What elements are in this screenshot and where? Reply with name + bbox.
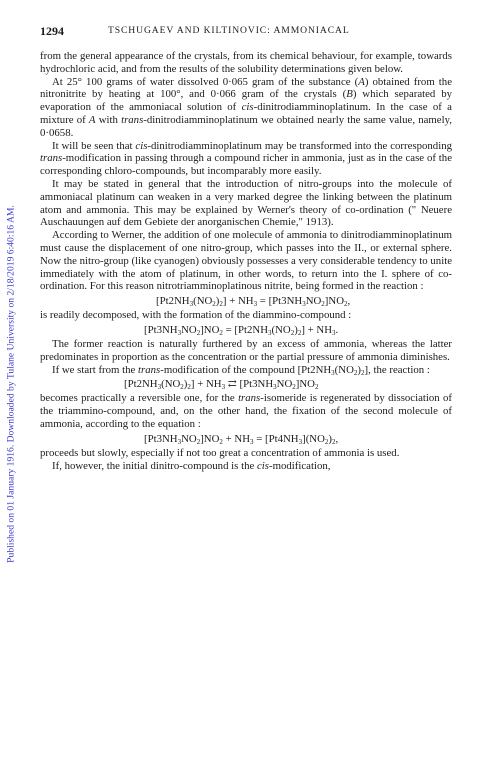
paragraph: from the general appearance of the crystals, from its chemical behaviour, for example, towards hydrochloric acid, and from the results of the solubility determinations given below. <box>40 50 452 75</box>
equation: $[Pt3NH_3NO_2]NO_2 = [Pt2NH_3(NO_2)_2] + NH_3$. <box>144 323 339 337</box>
equation: $[Pt3NH_3NO_2]NO_2 + NH_3 = [Pt4NH_3](NO_2)_2$, <box>144 432 339 446</box>
paragraph: It will be seen that cis-dinitrodiamminoplatinum may be transformed into the corresponding trans-modification in passing through a compound richer in ammonia, just as in the case of the corresponding chloro-compounds, but incomparably more easily. <box>40 139 452 178</box>
paragraph: becomes practically a reversible one, for the trans-isomeride is regenerated by dissociation of the triammino-compound, and, on the other hand, the fixation of the second molecule of ammonia, according to the equation : <box>40 392 452 430</box>
running-head: TSCHUGAEV AND KILTINOVIC: AMMONIACAL <box>108 25 350 36</box>
download-watermark-text: Published on 01 January 1916. Downloaded by Tulane University on 2/18/2019 6:40:16 AM. <box>5 205 17 563</box>
paragraph: If, however, the initial dinitro-compound is the cis-modification, <box>52 459 331 472</box>
page-header <box>40 24 452 42</box>
paragraph: The former reaction is naturally furthered by an excess of ammonia, whereas the latter predominates in proportion as the concentration or the partial pressure of ammonia diminishes. <box>40 337 452 363</box>
body-text <box>40 50 452 472</box>
paragraph: It may be stated in general that the introduction of nitro-groups into the molecule of ammoniacal platinum can weaken in a very marked degree the linking between the platinum atom and ammonia. This may be explained by Werner's theory of co-ordination (" Neuere Auschauungen auf dem Gebiete der anorganischen Chemie," 1913). <box>40 177 452 229</box>
paragraph: According to Werner, the addition of one molecule of ammonia to dinitrodiamminoplatinum must cause the displacement of one nitro-group, which passes into the II., or external sphere. Now the nitro-group (like cyanogen) obviously possesses a very considerable tendency to unite immediately with the atom of platinum, in other words, to return into the I. sphere of co-ordination. For this reason nitrotriamminoplatinous nitrite, being formed in the reaction : <box>40 229 452 293</box>
paragraph: proceeds but slowly, especially if not too great a concentration of ammonia is used. <box>40 446 400 459</box>
paragraph: If we start from the trans-modification of the compound $[Pt2NH_3(NO_2)_2]$, the reaction : <box>52 363 430 377</box>
download-watermark <box>0 0 20 769</box>
journal-page <box>40 24 452 472</box>
page-number: 1294 <box>40 24 64 38</box>
equation: $[Pt2NH_3(NO_2)_2] + NH_3$ ⇄ $[Pt3NH_3NO_2]NO_2$ <box>124 378 319 392</box>
paragraph: is readily decomposed, with the formation of the diammino-compound : <box>40 309 352 322</box>
paragraph: At 25° 100 grams of water dissolved 0·065 gram of the substance (A) obtained from the nitronitrite by heating at 100°, and 0·066 gram of the crystals (B) which separated by evaporation of the ammoniacal solution of cis-dinitrodiamminoplatinum. In the case of a mixture of A with trans-dinitrodiamminoplatinum we obtained nearly the same value, namely, 0·0658. <box>40 75 453 139</box>
equation: $[Pt2NH_3(NO_2)_2] + NH_3 = [Pt3NH_3NO_2]NO_2$, <box>156 295 351 309</box>
